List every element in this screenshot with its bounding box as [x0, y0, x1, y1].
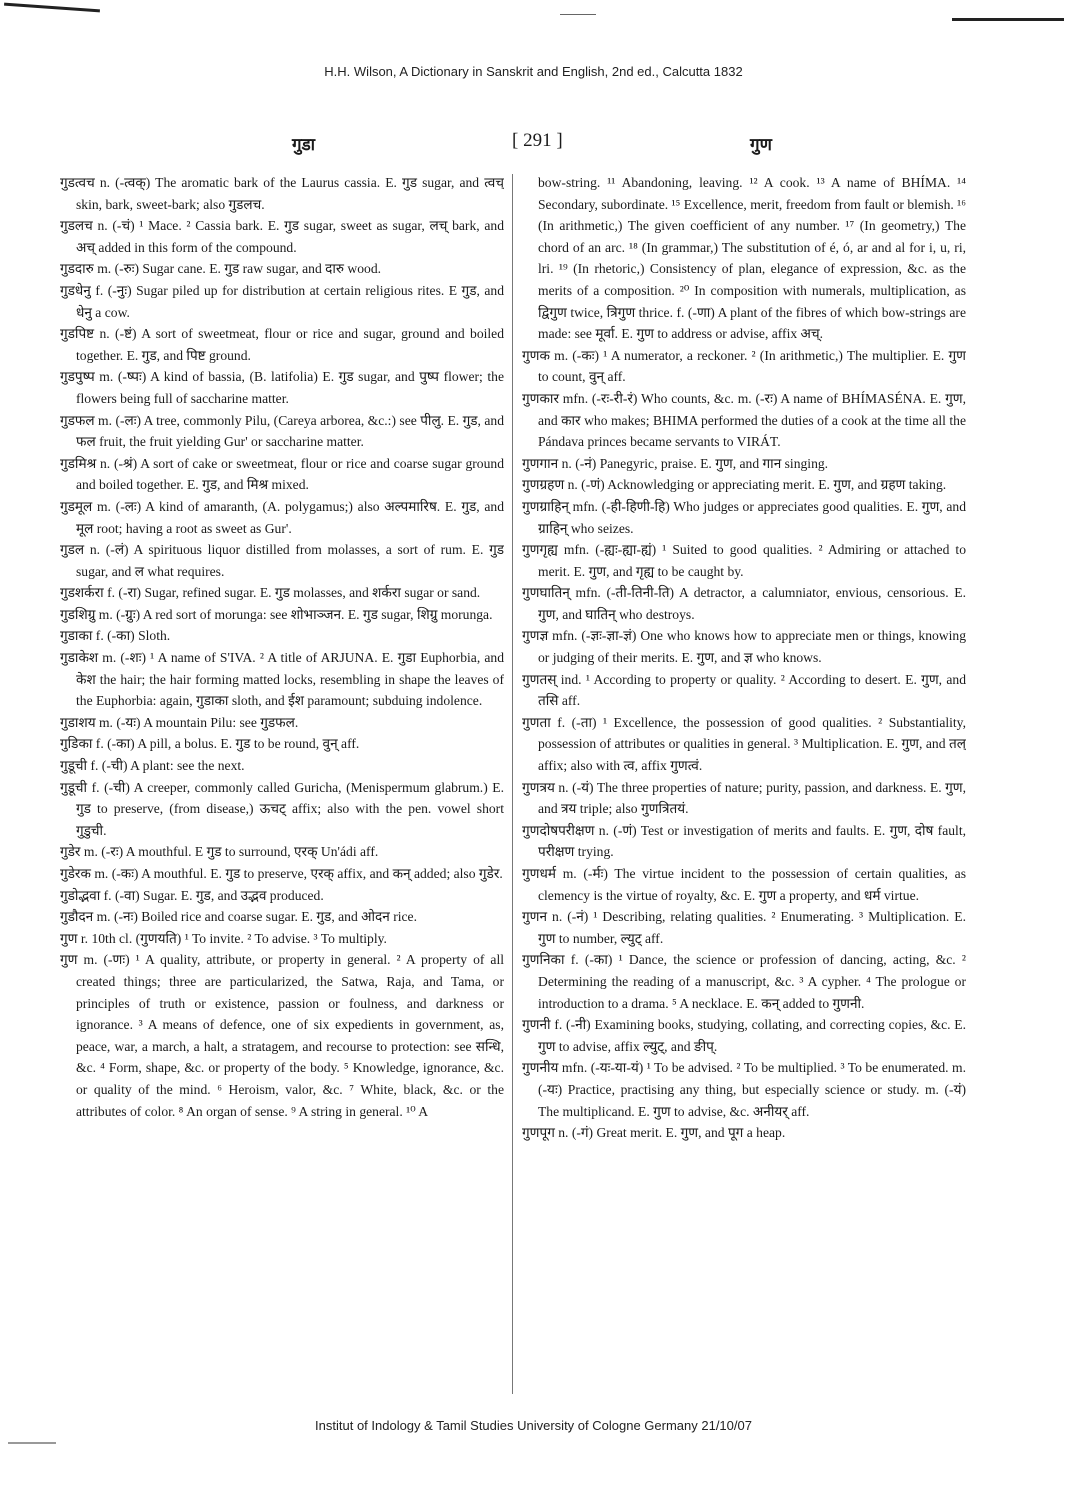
column-divider	[512, 174, 513, 1394]
dictionary-entry: गुडोद्भवा f. (-वा) Sugar. E. गुड, and उद्भव produced.	[60, 887, 324, 903]
dictionary-entry: गुडदारु m. (-रुः) Sugar cane. E. गुड raw sugar, and दारु wood.	[60, 261, 382, 277]
dictionary-entry: गुडपुष्प m. (-ष्पः) A kind of bassia, (B. latifolia) E. गुड sugar, and पुष्प flower; the flowers being full of saccharine matter.	[60, 369, 504, 406]
scan-mark-top-right	[952, 18, 1064, 21]
dictionary-entry: गुणकार mfn. (-रः-री-रं) Who counts, &c. m. (-रः) A name of BHÍMASÉNA. E. गुण, and कार who makes; BHIMA performed the duties of a cook at the time all the Pándava princes became servants to VIRÁT.	[522, 390, 966, 450]
dictionary-entry: गुणनिका f. (-का) ¹ Dance, the science or profession of dancing, acting, &c. ² Determining the reading of a manuscript, &c. ³ A cypher. ⁴ The prologue or introduction to a drama. ⁵ A necklace. E. कन् added to गुणनी.	[522, 952, 966, 1011]
dictionary-entry: गुणन n. (-नं) ¹ Describing, relating qualities. ² Enumerating. ³ Multiplication. E. गुण to number, ल्युट् aff.	[522, 909, 966, 946]
dictionary-entry: गुडमिश्र n. (-श्रं) A sort of cake or sweetmeat, flour or rice and coarse sugar ground and boiled together. E. गुड, and मिश्र mixed.	[60, 455, 504, 493]
dictionary-entry: गुडमूल m. (-लः) A kind of amaranth, (A. polygamus;) also अल्पमारिष. E. गुड, and मूल root; having a root as sweet as Gur'.	[60, 498, 504, 536]
dictionary-entry: गुडेरक m. (-कः) A mouthful. E. गुड to preserve, एरक् affix, and कन् added; also गुडेर.	[60, 866, 503, 881]
dictionary-entry: गुडल n. (-लं) A spirituous liquor distilled from molasses, a sort of rum. E. गुड sugar, and ल what requires.	[60, 542, 504, 579]
dictionary-entry: गुणग्राहिन् mfn. (-ही-हिणी-हि) Who judges or appreciates good qualities. E. गुण, and ग्राहिन् who seizes.	[522, 498, 966, 536]
dictionary-entry: गुडशिग्रु m. (-ग्रुः) A red sort of morunga: see शोभाञ्जन. E. गुड sugar, शिग्रु morunga.	[60, 606, 493, 622]
dictionary-entry: गुणगृह्य mfn. (-ह्यः-ह्या-ह्यं) ¹ Suited to good qualities. ² Admiring or attached to merit. E. गुण, and गृह्य to be caught by.	[522, 542, 966, 579]
dictionary-entry: गुण r. 10th cl. (गुणयति) ¹ To invite. ² To advise. ³ To multiply.	[60, 930, 387, 946]
dictionary-entry: गुणधर्म m. (-र्मः) The virtue incident to the possession of certain qualities, as clemency is the virtue of royalty, &c. E. गुण a property, and धर्म virtue.	[522, 866, 966, 903]
scan-mark-bottom-left	[8, 1442, 56, 1444]
dictionary-entry: गुणग्रहण n. (-णं) Acknowledging or appreciating merit. E. गुण, and ग्रहण taking.	[522, 477, 947, 493]
dictionary-entry: गुणज्ञ mfn. (-ज्ञः-ज्ञा-ज्ञं) One who knows how to appreciate men or things, knowing or judging of their merits. E. गुण, and ज्ञ who knows.	[522, 628, 966, 666]
dictionary-entry: गुडफल m. (-लः) A tree, commonly Pilu, (Careya arborea, &c.:) see पीलु. E. गुड, and फल fruit, the fruit yielding Gur' or saccharine matter.	[60, 412, 504, 450]
dictionary-entry: गुणदोषपरीक्षण n. (-णं) Test or investigation of merits and faults. E. गुण, दोष fault, परीक्षण trying.	[522, 822, 966, 860]
dictionary-entry: गुणत्रय n. (-यं) The three properties of nature; purity, passion, and darkness. E. गुण, and त्रय triple; also गुणत्रितयं.	[522, 779, 966, 817]
dictionary-entry: गुडूची f. (-ची) A creeper, commonly called Guricha, (Menispermum glabrum.) E. गुड to preserve, (from disease,) ऊचट् affix; also with the pen. vowel short गुडुची.	[60, 779, 504, 838]
dictionary-entry: गुणक m. (-कः) ¹ A numerator, a reckoner. ² (In arithmetic,) The multiplier. E. गुण to count, वुन् aff.	[522, 347, 966, 385]
dictionary-entry: गुडूची f. (-ची) A plant: see the next.	[60, 758, 245, 774]
running-head	[60, 132, 980, 156]
running-head-right: गुण	[750, 135, 772, 154]
dictionary-entry: गुडिका f. (-का) A pill, a bolus. E. गुड to be round, वुन् aff.	[60, 736, 360, 752]
dictionary-entry: गुडेर m. (-रः) A mouthful. E गुड to surround, एरक् Un'ádi aff.	[60, 844, 379, 860]
dictionary-entry: गुडाकेश m. (-शः) ¹ A name of S'IVA. ² A title of ARJUNA. E. गुडा Euphorbia, and केश the hair; the hair forming matted locks, resembling in shape the leaves of the Euphorbia: again, गुडाका sloth, and ईश paramount; subduing indolence.	[60, 650, 504, 709]
right-column	[522, 172, 966, 1394]
dictionary-entry: गुणगान n. (-नं) Panegyric, praise. E. गुण, and गान singing.	[522, 455, 829, 471]
dictionary-entry: गुडत्वच n. (-त्वक्) The aromatic bark of the Laurus cassia. E. गुड sugar, and त्वच् skin, bark, sweet-bark; also गुडलच.	[60, 175, 504, 212]
dictionary-entry: गुडलच n. (-चं) ¹ Mace. ² Cassia bark. E. गुड sugar, sweet as sugar, लच् bark, and अच् added in this form of the compound.	[60, 218, 504, 255]
header-note: H.H. Wilson, A Dictionary in Sanskrit and English, 2nd ed., Calcutta 1832	[324, 64, 743, 79]
dictionary-entry: गुडाका f. (-का) Sloth.	[60, 628, 171, 644]
dictionary-entry: गुडधेनु f. (-नुः) Sugar piled up for distribution at certain religious rites. E गुड, and धेनु a cow.	[60, 282, 504, 320]
dictionary-entry: गुडशर्करा f. (-रा) Sugar, refined sugar. E. गुड molasses, and शर्करा sugar or sand.	[60, 585, 481, 601]
footer-note: Institut of Indology & Tamil Studies University of Cologne Germany 21/10/07	[315, 1418, 752, 1433]
dictionary-entry: गुणतस् ind. ¹ According to property or quality. ² According to desert. E. गुण, and तसि aff.	[522, 671, 966, 709]
dictionary-entry: गुणपूग n. (-गं) Great merit. E. गुण, and पूग a heap.	[522, 1125, 786, 1141]
scan-mark-top-middle	[560, 14, 596, 15]
dictionary-entry: गुणनीय mfn. (-यः-या-यं) ¹ To be advised. ² To be multiplied. ³ To be enumerated. m. (-यः) Practice, practising any thing, but especially science or study. m. (-यं) The multiplicand. E. गुण to advise, &c. अनीयर् aff.	[522, 1060, 966, 1119]
page-number: [ 291 ]	[512, 130, 563, 151]
running-head-left: गुडा	[292, 135, 316, 154]
dictionary-entry: गुणनी f. (-नी) Examining books, studying, collating, and correcting copies, &c. E. गुण to advise, affix ल्युट्, and ङीप्.	[522, 1017, 966, 1054]
dictionary-entry: गुण m. (-णः) ¹ A quality, attribute, or property in general. ² A property of all created things; three are particularized, the Satwa, Raja, and Tama, or principles of truth or existence, passion or foulness, and darkness or ignorance. ³ A means of defence, one of six expedients in government, as, peace, war, a march, a halt, a stratagem, and recourse to protection: see सन्धि, &c. ⁴ Form, shape, &c. or property of the body. ⁵ Knowledge, ignorance, &c. or quality of the mind. ⁶ Heroism, valor, &c. ⁷ White, black, &c. or the attributes of color. ⁸ An organ of sense. ⁹ A string in general. ¹⁰ A	[60, 952, 504, 1119]
dictionary-entry: गुणघातिन् mfn. (-ती-तिनी-ति) A detractor, a calumniator, envious, censorious. E. गुण, and घातिन् who destroys.	[522, 585, 966, 622]
dictionary-entry: bow-string. ¹¹ Abandoning, leaving. ¹² A cook. ¹³ A name of BHÍMA. ¹⁴ Secondary, subordinate. ¹⁵ Excellence, merit, freedom from fault or blemish. ¹⁶ (In arithmetic,) The given coefficient of any number. ¹⁷ (In geometry,) The chord of an arc. ¹⁸ (In grammar,) The substitution of é, ó, ar and al for i, u, ri, lri. ¹⁹ (In rhetoric,) Consistency of plan, elegance of expression, &c. as the merits of a composition. ²⁰ In composition with numerals, multiplication, as द्विगुण twice, त्रिगुण thrice. f. (-णा) A plant of the fibres of which bow-strings are made: see मूर्वा. E. गुण to address or advise, affix अच्.	[538, 175, 966, 342]
dictionary-entry: गुडपिष्ट n. (-ष्टं) A sort of sweetmeat, flour or rice and sugar, ground and boiled together. E. गुड, and पिष्ट ground.	[60, 326, 504, 363]
dictionary-entry: गुडौदन m. (-नः) Boiled rice and coarse sugar. E. गुड, and ओदन rice.	[60, 909, 417, 925]
dictionary-entry: गुडाशय m. (-यः) A mountain Pilu: see गुडफल.	[60, 714, 299, 730]
scan-mark-top-left	[4, 3, 100, 13]
dictionary-entry: गुणता f. (-ता) ¹ Excellence, the possession of good qualities. ² Substantiality, possession of attributes or qualities in general. ³ Multiplication. E. गुण, and तल् affix; also with त्व, affix गुणत्वं.	[522, 714, 966, 774]
left-column	[60, 172, 504, 1394]
